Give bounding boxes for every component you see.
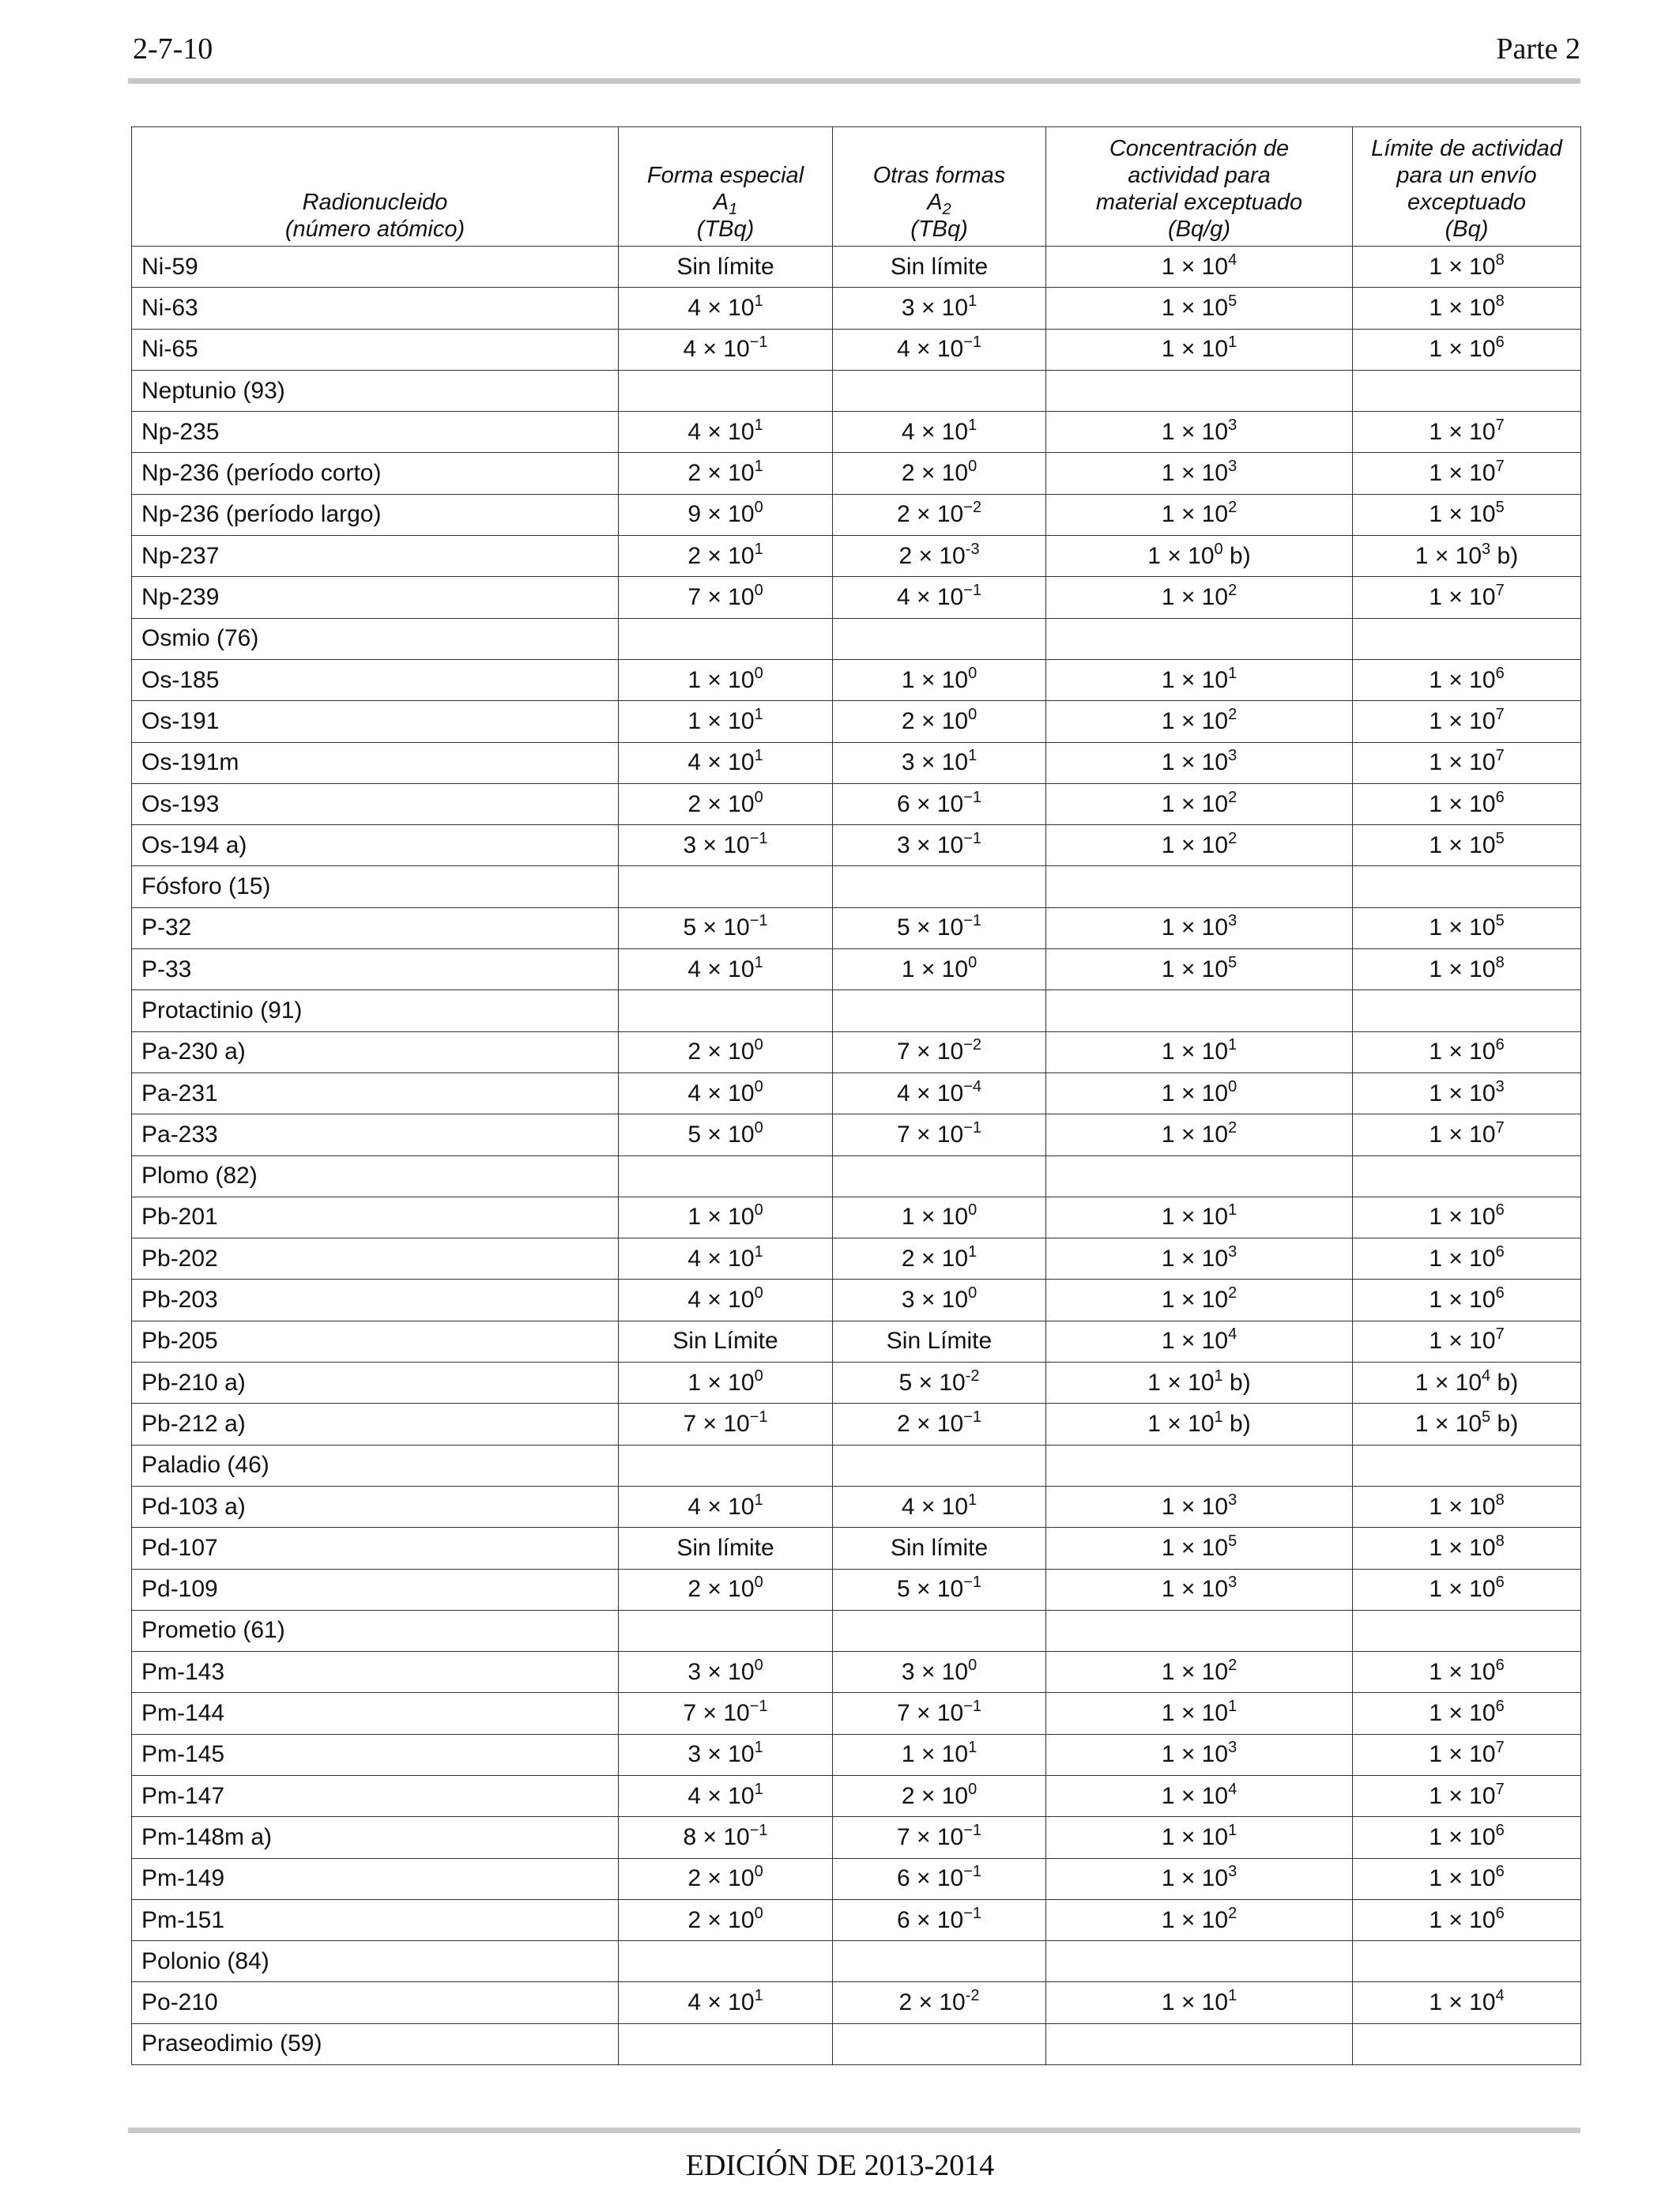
other-forms-a2: $2 \times 10^0$	[833, 1775, 1046, 1816]
activity-concentration: $1 \times 10^3$	[1046, 1858, 1353, 1899]
special-form-a1: $1 \times 10^0$	[619, 659, 833, 700]
table-row	[132, 247, 1581, 288]
consignment-limit: $1 \times 10^7$	[1353, 1775, 1581, 1816]
table-row	[132, 1197, 1581, 1238]
special-form-a1: Sin Límite	[619, 1321, 833, 1362]
col-header-consignment-limit: Límite de actividad para un envío exceptuado (Bq)	[1353, 127, 1581, 247]
other-forms-a2: $3 \times 10^0$	[833, 1280, 1046, 1321]
radionuclide-name: Os-191m	[132, 742, 619, 783]
table-row	[132, 1321, 1581, 1362]
radionuclide-name: P-32	[132, 907, 619, 948]
activity-concentration	[1046, 866, 1353, 907]
activity-concentration: $1 \times 10^3$	[1046, 1569, 1353, 1610]
radionuclide-name: Pb-210 a)	[132, 1363, 619, 1404]
consignment-limit: $1 \times 10^7$	[1353, 701, 1581, 742]
consignment-limit: $1 \times 10^5$	[1353, 907, 1581, 948]
other-forms-a2: $6 \times 10^{-1}$	[833, 1899, 1046, 1940]
consignment-limit: $1 \times 10^6$	[1353, 1652, 1581, 1693]
other-forms-a2: $6 \times 10^{-1}$	[833, 783, 1046, 824]
table-row	[132, 1363, 1581, 1404]
special-form-a1: $2 \times 10^1$	[619, 453, 833, 494]
radionuclide-name: Os-193	[132, 783, 619, 824]
consignment-limit: $1 \times 10^6$	[1353, 1280, 1581, 1321]
table-row	[132, 536, 1581, 577]
activity-concentration: $1 \times 10^3$	[1046, 1238, 1353, 1280]
table-row	[132, 1899, 1581, 1940]
consignment-limit: $1 \times 10^7$	[1353, 577, 1581, 618]
footer-divider	[128, 2128, 1580, 2133]
table-row	[132, 701, 1581, 742]
radionuclide-name: Pd-109	[132, 1569, 619, 1610]
radionuclide-name: Praseodimio (59)	[132, 2023, 619, 2064]
radionuclide-name: Fósforo (15)	[132, 866, 619, 907]
special-form-a1: $4 \times 10^0$	[619, 1072, 833, 1114]
activity-concentration	[1046, 370, 1353, 411]
consignment-limit: $1 \times 10^6$	[1353, 1238, 1581, 1280]
activity-concentration: $1 \times 10^2$	[1046, 825, 1353, 866]
activity-concentration: $1 \times 10^2$	[1046, 494, 1353, 535]
other-forms-a2: $3 \times 10^1$	[833, 288, 1046, 329]
special-form-a1: $4 \times 10^1$	[619, 949, 833, 990]
consignment-limit: $1 \times 10^5$	[1353, 825, 1581, 866]
table-row	[132, 1404, 1581, 1445]
special-form-a1: $2 \times 10^1$	[619, 536, 833, 577]
other-forms-a2	[833, 1445, 1046, 1486]
consignment-limit	[1353, 1155, 1581, 1197]
consignment-limit: $1 \times 10^7$	[1353, 1321, 1581, 1362]
other-forms-a2	[833, 618, 1046, 659]
table-row	[132, 1858, 1581, 1899]
special-form-a1: $1 \times 10^1$	[619, 701, 833, 742]
activity-concentration: $1 \times 10^2$	[1046, 701, 1353, 742]
other-forms-a2: $2 \times 10^1$	[833, 1238, 1046, 1280]
special-form-a1: $2 \times 10^0$	[619, 1858, 833, 1899]
radionuclide-name: Os-185	[132, 659, 619, 700]
other-forms-a2: $2 \times 10^{-2}$	[833, 1982, 1046, 2023]
table-row	[132, 1238, 1581, 1280]
special-form-a1: $4 \times 10^1$	[619, 412, 833, 453]
col-header-other-forms: Otras formas $A_2$ (TBq)	[833, 127, 1046, 247]
special-form-a1: $9 \times 10^0$	[619, 494, 833, 535]
table-row	[132, 1528, 1581, 1569]
activity-concentration: $1 \times 10^2$	[1046, 783, 1353, 824]
radionuclide-name: Pm-143	[132, 1652, 619, 1693]
page-number: 2-7-10	[133, 32, 213, 66]
special-form-a1: $5 \times 10^{-1}$	[619, 907, 833, 948]
special-form-a1: $4 \times 10^1$	[619, 288, 833, 329]
table-row	[132, 288, 1581, 329]
special-form-a1: $4 \times 10^{-1}$	[619, 329, 833, 370]
activity-concentration: $1 \times 10^1$	[1046, 1982, 1353, 2023]
table-row	[132, 1114, 1581, 1155]
special-form-a1	[619, 2023, 833, 2064]
activity-concentration: $1 \times 10^1$ b)	[1046, 1363, 1353, 1404]
other-forms-a2: $3 \times 10^{-1}$	[833, 825, 1046, 866]
radionuclide-name: Pm-144	[132, 1693, 619, 1734]
consignment-limit	[1353, 866, 1581, 907]
radionuclide-name: Pa-231	[132, 1072, 619, 1114]
special-form-a1: $3 \times 10^1$	[619, 1734, 833, 1775]
other-forms-a2	[833, 370, 1046, 411]
table-row	[132, 453, 1581, 494]
consignment-limit: $1 \times 10^6$	[1353, 1899, 1581, 1940]
radionuclide-name: Paladio (46)	[132, 1445, 619, 1486]
radionuclide-name: Pa-230 a)	[132, 1031, 619, 1072]
other-forms-a2: $1 \times 10^0$	[833, 1197, 1046, 1238]
radionuclide-name: Prometio (61)	[132, 1610, 619, 1651]
consignment-limit: $1 \times 10^6$	[1353, 1693, 1581, 1734]
element-group-row	[132, 2023, 1581, 2064]
consignment-limit: $1 \times 10^6$	[1353, 659, 1581, 700]
other-forms-a2: $6 \times 10^{-1}$	[833, 1858, 1046, 1899]
other-forms-a2: $3 \times 10^1$	[833, 742, 1046, 783]
edition-footer: EDICIÓN DE 2013-2014	[685, 2149, 995, 2182]
consignment-limit	[1353, 990, 1581, 1031]
activity-concentration: $1 \times 10^1$	[1046, 1693, 1353, 1734]
activity-concentration: $1 \times 10^5$	[1046, 288, 1353, 329]
activity-concentration	[1046, 1155, 1353, 1197]
special-form-a1: $5 \times 10^0$	[619, 1114, 833, 1155]
consignment-limit: $1 \times 10^6$	[1353, 1569, 1581, 1610]
col-header-radionuclide: Radionucleido (número atómico)	[132, 127, 619, 247]
radionuclide-table	[131, 126, 1581, 2065]
element-group-row	[132, 990, 1581, 1031]
element-group-row	[132, 1155, 1581, 1197]
radionuclide-name: Pb-205	[132, 1321, 619, 1362]
other-forms-a2: $4 \times 10^{-4}$	[833, 1072, 1046, 1114]
radionuclide-name: Np-236 (período largo)	[132, 494, 619, 535]
element-group-row	[132, 1610, 1581, 1651]
table-row	[132, 1775, 1581, 1816]
consignment-limit: $1 \times 10^8$	[1353, 1528, 1581, 1569]
radionuclide-name: Np-236 (período corto)	[132, 453, 619, 494]
radionuclide-name: Os-191	[132, 701, 619, 742]
table-row	[132, 1072, 1581, 1114]
special-form-a1	[619, 1941, 833, 1982]
consignment-limit: $1 \times 10^6$	[1353, 1197, 1581, 1238]
other-forms-a2: $7 \times 10^{-1}$	[833, 1114, 1046, 1155]
part-label: Parte 2	[1496, 32, 1580, 66]
special-form-a1	[619, 990, 833, 1031]
activity-concentration: $1 \times 10^2$	[1046, 1899, 1353, 1940]
consignment-limit: $1 \times 10^5$ b)	[1353, 1404, 1581, 1445]
activity-concentration: $1 \times 10^1$	[1046, 1817, 1353, 1858]
special-form-a1	[619, 866, 833, 907]
activity-concentration: $1 \times 10^5$	[1046, 949, 1353, 990]
activity-concentration: $1 \times 10^4$	[1046, 247, 1353, 288]
radionuclide-name: Ni-63	[132, 288, 619, 329]
activity-concentration	[1046, 2023, 1353, 2064]
special-form-a1: $2 \times 10^0$	[619, 1031, 833, 1072]
table-row	[132, 1982, 1581, 2023]
other-forms-a2: $7 \times 10^{-1}$	[833, 1693, 1046, 1734]
other-forms-a2: $2 \times 10^0$	[833, 701, 1046, 742]
radionuclide-name: Ni-65	[132, 329, 619, 370]
activity-concentration: $1 \times 10^3$	[1046, 1734, 1353, 1775]
activity-concentration: $1 \times 10^0$	[1046, 1072, 1353, 1114]
other-forms-a2: Sin límite	[833, 247, 1046, 288]
table-row	[132, 949, 1581, 990]
special-form-a1	[619, 618, 833, 659]
header-divider	[128, 78, 1580, 84]
special-form-a1: $4 \times 10^1$	[619, 1982, 833, 2023]
radionuclide-name: Pm-149	[132, 1858, 619, 1899]
radionuclide-name: Polonio (84)	[132, 1941, 619, 1982]
element-group-row	[132, 1445, 1581, 1486]
activity-concentration: $1 \times 10^2$	[1046, 1652, 1353, 1693]
consignment-limit: $1 \times 10^7$	[1353, 1734, 1581, 1775]
other-forms-a2: $2 \times 10^{-3}$	[833, 536, 1046, 577]
other-forms-a2	[833, 866, 1046, 907]
consignment-limit	[1353, 2023, 1581, 2064]
radionuclide-name: Pa-233	[132, 1114, 619, 1155]
page-header	[128, 32, 1580, 73]
radionuclide-name: Pb-202	[132, 1238, 619, 1280]
radionuclide-name: Protactinio (91)	[132, 990, 619, 1031]
activity-concentration	[1046, 990, 1353, 1031]
activity-concentration: $1 \times 10^1$	[1046, 329, 1353, 370]
col-header-special-form: Forma especial $A_1$ (TBq)	[619, 127, 833, 247]
consignment-limit: $1 \times 10^4$	[1353, 1982, 1581, 2023]
consignment-limit: $1 \times 10^8$	[1353, 288, 1581, 329]
other-forms-a2: $5 \times 10^{-1}$	[833, 907, 1046, 948]
other-forms-a2: $7 \times 10^{-1}$	[833, 1817, 1046, 1858]
consignment-limit: $1 \times 10^6$	[1353, 1031, 1581, 1072]
other-forms-a2	[833, 2023, 1046, 2064]
table-row	[132, 1280, 1581, 1321]
consignment-limit: $1 \times 10^7$	[1353, 453, 1581, 494]
radionuclide-name: Np-237	[132, 536, 619, 577]
consignment-limit: $1 \times 10^6$	[1353, 783, 1581, 824]
table-row	[132, 329, 1581, 370]
other-forms-a2: $3 \times 10^0$	[833, 1652, 1046, 1693]
consignment-limit	[1353, 1610, 1581, 1651]
other-forms-a2: $7 \times 10^{-2}$	[833, 1031, 1046, 1072]
consignment-limit	[1353, 618, 1581, 659]
activity-concentration: $1 \times 10^2$	[1046, 1280, 1353, 1321]
other-forms-a2	[833, 990, 1046, 1031]
table-row	[132, 783, 1581, 824]
table-row	[132, 1734, 1581, 1775]
other-forms-a2: $5 \times 10^{-2}$	[833, 1363, 1046, 1404]
radionuclide-name: Pm-145	[132, 1734, 619, 1775]
special-form-a1	[619, 1445, 833, 1486]
other-forms-a2: $4 \times 10^1$	[833, 1486, 1046, 1527]
table-row	[132, 825, 1581, 866]
special-form-a1: $1 \times 10^0$	[619, 1363, 833, 1404]
other-forms-a2	[833, 1941, 1046, 1982]
consignment-limit: $1 \times 10^4$ b)	[1353, 1363, 1581, 1404]
activity-concentration: $1 \times 10^3$	[1046, 412, 1353, 453]
table-row	[132, 1652, 1581, 1693]
special-form-a1: $3 \times 10^{-1}$	[619, 825, 833, 866]
other-forms-a2: $4 \times 10^{-1}$	[833, 329, 1046, 370]
table-row	[132, 577, 1581, 618]
table-row	[132, 1817, 1581, 1858]
activity-concentration: $1 \times 10^1$	[1046, 1197, 1353, 1238]
special-form-a1: $7 \times 10^0$	[619, 577, 833, 618]
table-row	[132, 659, 1581, 700]
radionuclide-name: Pd-103 a)	[132, 1486, 619, 1527]
other-forms-a2: $2 \times 10^{-2}$	[833, 494, 1046, 535]
activity-concentration: $1 \times 10^5$	[1046, 1528, 1353, 1569]
table-row	[132, 1569, 1581, 1610]
table-row	[132, 412, 1581, 453]
activity-concentration: $1 \times 10^4$	[1046, 1321, 1353, 1362]
activity-concentration: $1 \times 10^1$	[1046, 1031, 1353, 1072]
table-row	[132, 742, 1581, 783]
special-form-a1: $3 \times 10^0$	[619, 1652, 833, 1693]
other-forms-a2: $1 \times 10^0$	[833, 949, 1046, 990]
col-header-activity-concentration: Concentración de actividad para material exceptuado (Bq/g)	[1046, 127, 1353, 247]
other-forms-a2: $1 \times 10^0$	[833, 659, 1046, 700]
radionuclide-name: Pb-201	[132, 1197, 619, 1238]
special-form-a1: $2 \times 10^0$	[619, 1899, 833, 1940]
special-form-a1: $4 \times 10^1$	[619, 1775, 833, 1816]
activity-concentration: $1 \times 10^4$	[1046, 1775, 1353, 1816]
other-forms-a2	[833, 1610, 1046, 1651]
consignment-limit: $1 \times 10^7$	[1353, 742, 1581, 783]
radionuclide-name: Np-239	[132, 577, 619, 618]
special-form-a1: $7 \times 10^{-1}$	[619, 1693, 833, 1734]
special-form-a1: $4 \times 10^1$	[619, 742, 833, 783]
other-forms-a2: $2 \times 10^{-1}$	[833, 1404, 1046, 1445]
radionuclide-name: Neptunio (93)	[132, 370, 619, 411]
activity-concentration: $1 \times 10^1$	[1046, 659, 1353, 700]
radionuclide-name: Pm-151	[132, 1899, 619, 1940]
other-forms-a2: Sin límite	[833, 1528, 1046, 1569]
special-form-a1: $2 \times 10^0$	[619, 1569, 833, 1610]
consignment-limit	[1353, 370, 1581, 411]
element-group-row	[132, 866, 1581, 907]
other-forms-a2: $5 \times 10^{-1}$	[833, 1569, 1046, 1610]
special-form-a1	[619, 370, 833, 411]
activity-concentration	[1046, 618, 1353, 659]
activity-concentration: $1 \times 10^1$ b)	[1046, 1404, 1353, 1445]
other-forms-a2: $2 \times 10^0$	[833, 453, 1046, 494]
special-form-a1: $7 \times 10^{-1}$	[619, 1404, 833, 1445]
activity-concentration: $1 \times 10^2$	[1046, 1114, 1353, 1155]
consignment-limit: $1 \times 10^7$	[1353, 412, 1581, 453]
table-row	[132, 494, 1581, 535]
special-form-a1	[619, 1610, 833, 1651]
element-group-row	[132, 1941, 1581, 1982]
radionuclide-name: Pd-107	[132, 1528, 619, 1569]
table-row	[132, 1486, 1581, 1527]
special-form-a1: $2 \times 10^0$	[619, 783, 833, 824]
activity-concentration	[1046, 1610, 1353, 1651]
other-forms-a2: $4 \times 10^{-1}$	[833, 577, 1046, 618]
special-form-a1: $1 \times 10^0$	[619, 1197, 833, 1238]
table-body	[132, 247, 1581, 2065]
activity-concentration: $1 \times 10^2$	[1046, 577, 1353, 618]
element-group-row	[132, 370, 1581, 411]
table-header-row	[132, 127, 1581, 247]
consignment-limit: $1 \times 10^8$	[1353, 949, 1581, 990]
consignment-limit	[1353, 1941, 1581, 1982]
radionuclide-name: Plomo (82)	[132, 1155, 619, 1197]
special-form-a1: Sin límite	[619, 1528, 833, 1569]
consignment-limit: $1 \times 10^7$	[1353, 1114, 1581, 1155]
consignment-limit: $1 \times 10^3$	[1353, 1072, 1581, 1114]
radionuclide-name: Pb-212 a)	[132, 1404, 619, 1445]
consignment-limit	[1353, 1445, 1581, 1486]
activity-concentration: $1 \times 10^3$	[1046, 453, 1353, 494]
consignment-limit: $1 \times 10^6$	[1353, 1817, 1581, 1858]
radionuclide-name: Osmio (76)	[132, 618, 619, 659]
activity-concentration: $1 \times 10^3$	[1046, 1486, 1353, 1527]
other-forms-a2: Sin Límite	[833, 1321, 1046, 1362]
consignment-limit: $1 \times 10^8$	[1353, 1486, 1581, 1527]
table-row	[132, 1031, 1581, 1072]
radionuclide-name: Po-210	[132, 1982, 619, 2023]
consignment-limit: $1 \times 10^5$	[1353, 494, 1581, 535]
radionuclide-name: Pm-147	[132, 1775, 619, 1816]
consignment-limit: $1 \times 10^3$ b)	[1353, 536, 1581, 577]
special-form-a1: $4 \times 10^0$	[619, 1280, 833, 1321]
table-row	[132, 907, 1581, 948]
consignment-limit: $1 \times 10^8$	[1353, 247, 1581, 288]
special-form-a1: $8 \times 10^{-1}$	[619, 1817, 833, 1858]
radionuclide-name: Pb-203	[132, 1280, 619, 1321]
activity-concentration: $1 \times 10^3$	[1046, 907, 1353, 948]
activity-concentration: $1 \times 10^0$ b)	[1046, 536, 1353, 577]
radionuclide-name: Os-194 a)	[132, 825, 619, 866]
activity-concentration: $1 \times 10^3$	[1046, 742, 1353, 783]
consignment-limit: $1 \times 10^6$	[1353, 329, 1581, 370]
radionuclide-name: Ni-59	[132, 247, 619, 288]
special-form-a1: $4 \times 10^1$	[619, 1238, 833, 1280]
special-form-a1: Sin límite	[619, 247, 833, 288]
activity-concentration	[1046, 1445, 1353, 1486]
consignment-limit: $1 \times 10^6$	[1353, 1858, 1581, 1899]
special-form-a1: $4 \times 10^1$	[619, 1486, 833, 1527]
radionuclide-name: P-33	[132, 949, 619, 990]
radionuclide-name: Pm-148m a)	[132, 1817, 619, 1858]
table-row	[132, 1693, 1581, 1734]
element-group-row	[132, 618, 1581, 659]
other-forms-a2: $1 \times 10^1$	[833, 1734, 1046, 1775]
other-forms-a2	[833, 1155, 1046, 1197]
other-forms-a2: $4 \times 10^1$	[833, 412, 1046, 453]
activity-concentration	[1046, 1941, 1353, 1982]
radionuclide-name: Np-235	[132, 412, 619, 453]
special-form-a1	[619, 1155, 833, 1197]
